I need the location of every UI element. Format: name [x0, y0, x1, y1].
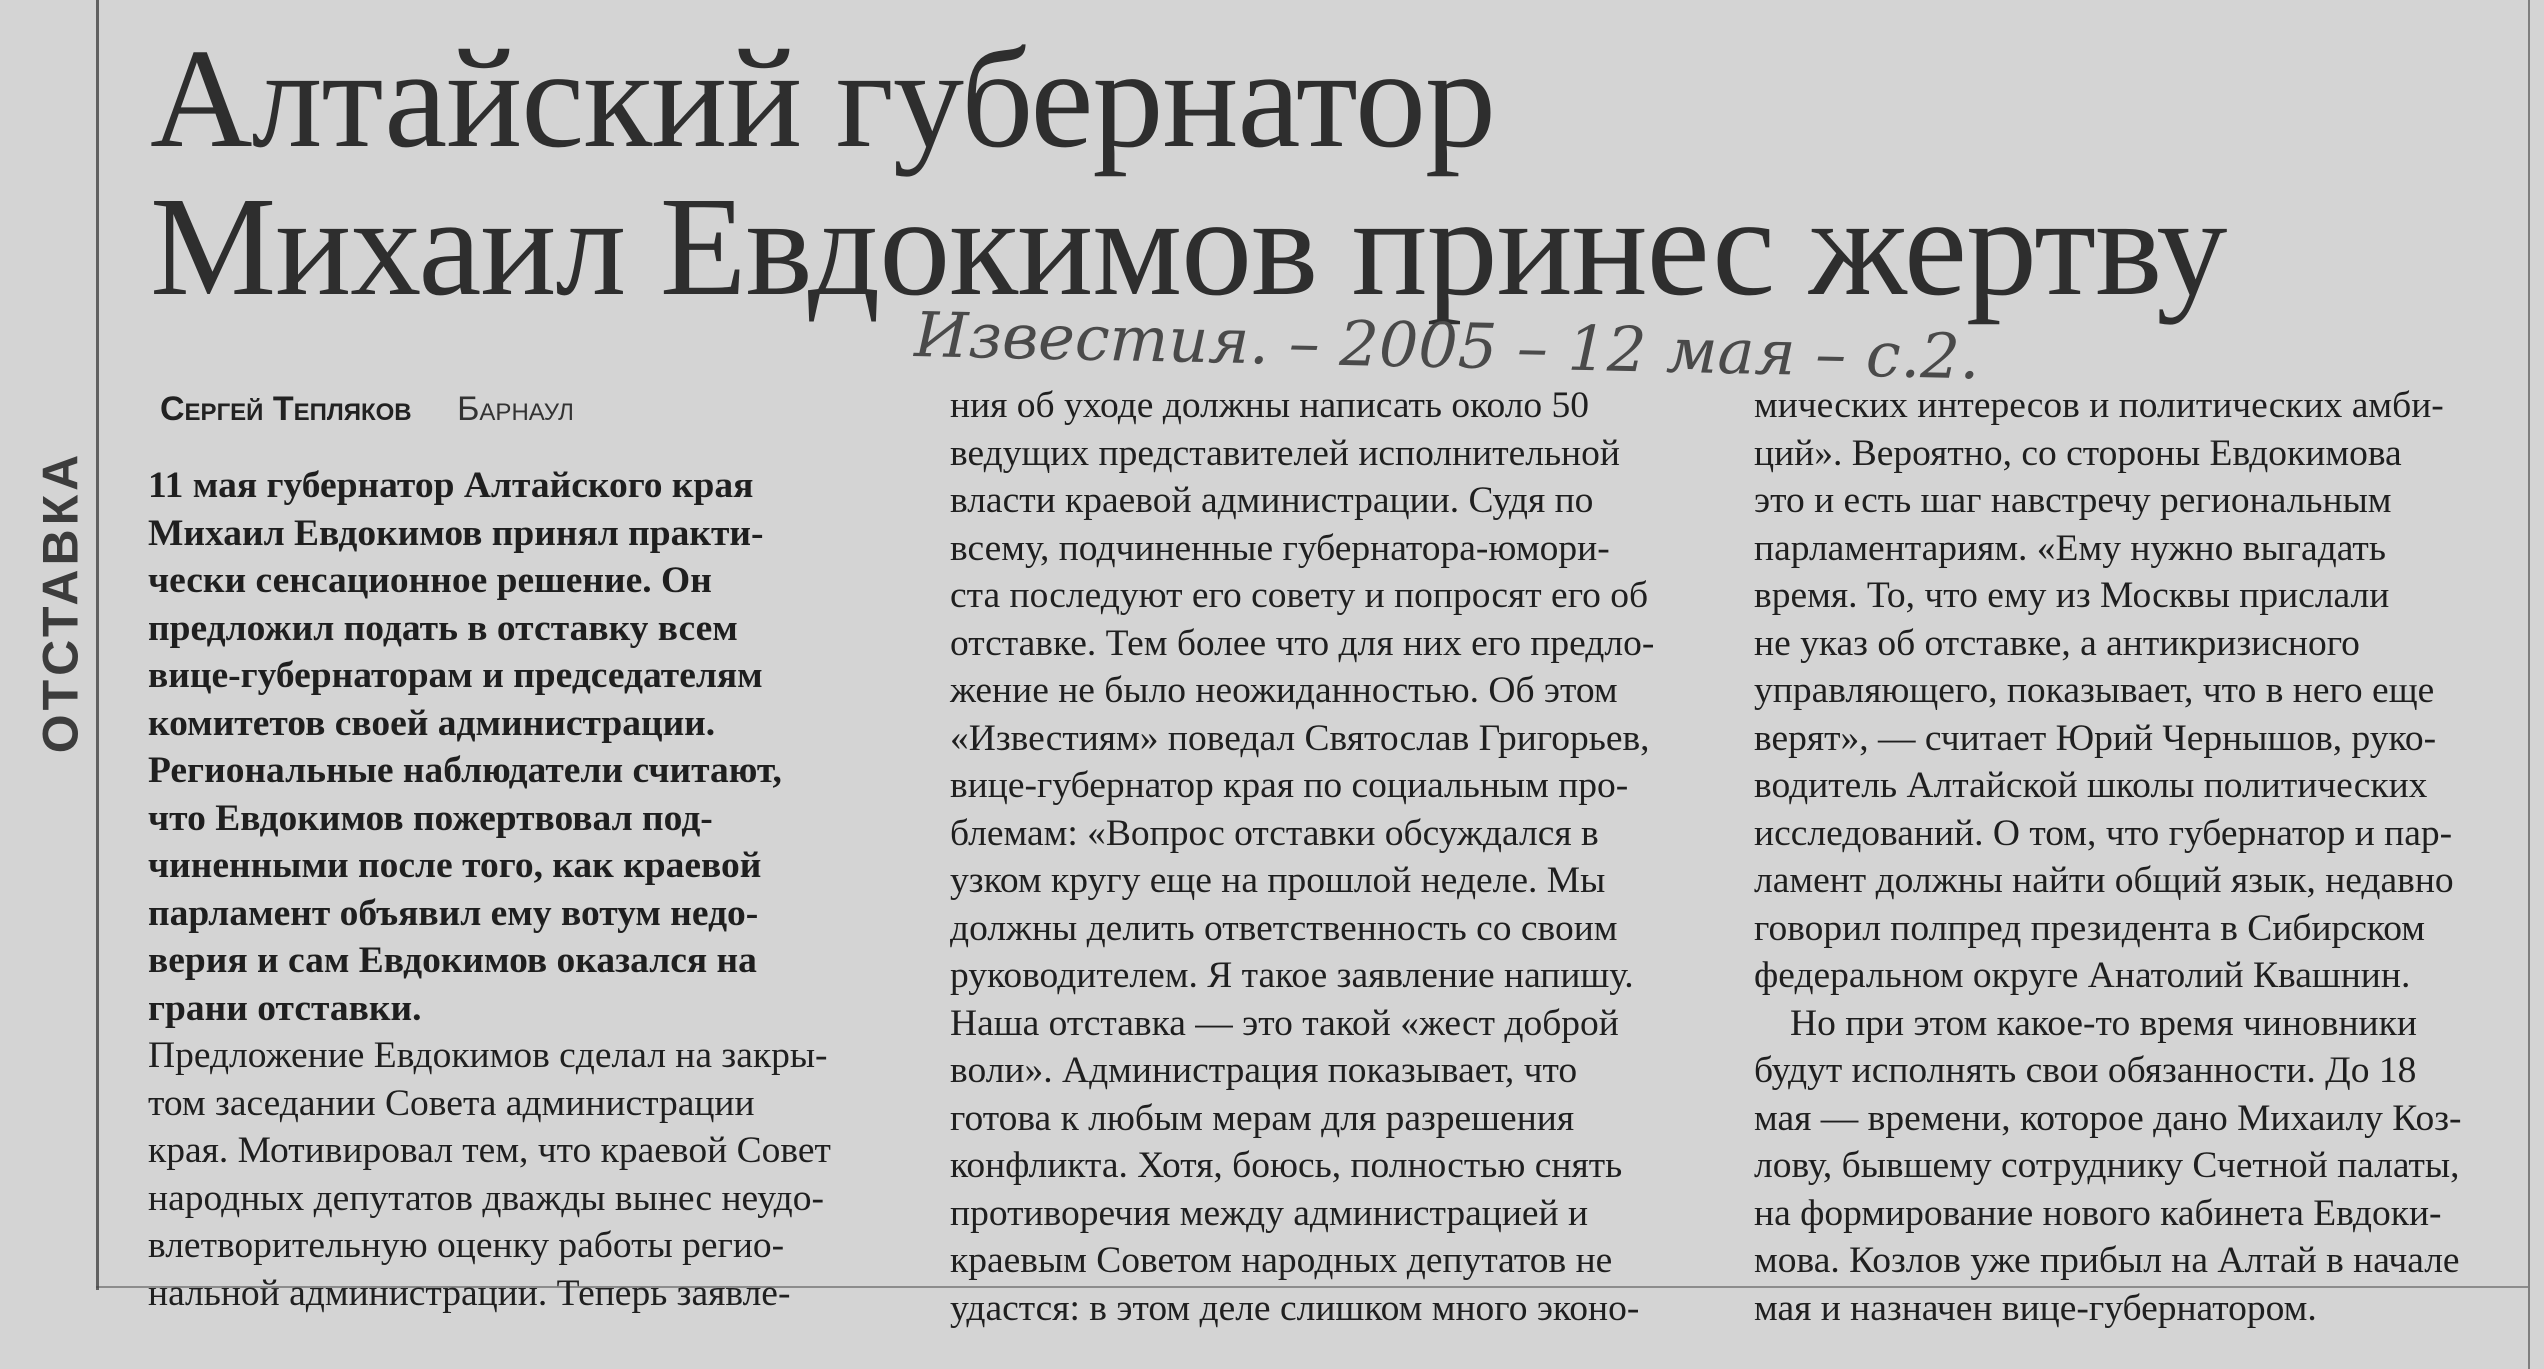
- article-paragraph: [148, 1032, 908, 1317]
- body-line: руководителем. Я такое заявление напишу.: [950, 955, 1634, 996]
- body-line: воли». Администрация показывает, что: [950, 1050, 1578, 1091]
- body-line: верят», — считает Юрий Чернышов, руко-: [1754, 717, 2437, 759]
- article-column-3: [1754, 382, 2514, 1332]
- lead-line: комитетов своей администрации.: [148, 702, 716, 744]
- article-paragraph: [1754, 1000, 2514, 1333]
- body-line: блемам: «Вопрос отставки обсуждался в: [950, 812, 1599, 854]
- body-line: краевым Советом народных депутатов не: [950, 1240, 1613, 1281]
- column-rule-left: [96, 0, 99, 1290]
- body-line: нальной администрации. Теперь заявле-: [148, 1272, 791, 1314]
- byline-author: Сергей Тепляков: [160, 390, 412, 428]
- body-line: исследований. О том, что губернатор и пар-: [1754, 812, 2453, 854]
- body-line: лову, бывшему сотруднику Счетной палаты,: [1754, 1145, 2460, 1186]
- body-line: том заседании Совета администрации: [148, 1082, 755, 1124]
- body-line: края. Мотивировал тем, что краевой Совет: [148, 1130, 831, 1171]
- body-line: парламентариям. «Ему нужно выгадать: [1754, 527, 2386, 569]
- column-rule-right: [2528, 0, 2530, 1369]
- lead-line: парламент объявил ему вотум недо-: [148, 892, 759, 934]
- body-line: влетворительную оценку работы регио-: [148, 1225, 785, 1266]
- lead-line: чиненными после того, как краевой: [148, 845, 762, 886]
- body-line: говорил полпред президента в Сибирском: [1754, 907, 2426, 949]
- body-line: готова к любым мерам для разрешения: [950, 1097, 1575, 1139]
- body-line: Но при этом какое-то время чиновники: [1790, 1002, 2417, 1044]
- byline-place: Барнаул: [457, 390, 574, 428]
- headline: [150, 19, 2450, 325]
- body-line: «Известиям» поведал Святослав Григорьев,: [950, 717, 1650, 759]
- body-line: народных депутатов дважды вынес неудо-: [148, 1177, 824, 1219]
- body-line: удастся: в этом деле слишком много эконо-: [950, 1287, 1640, 1329]
- body-line: жение не было неожиданностью. Об этом: [950, 670, 1618, 711]
- lead-line: Региональные наблюдатели считают,: [148, 750, 782, 791]
- body-line: время. То, что ему из Москвы прислали: [1754, 575, 2390, 616]
- body-line: мая — времени, которое дано Михаилу Коз-: [1754, 1097, 2462, 1139]
- body-line: мая и назначен вице-губернатором.: [1754, 1287, 2317, 1329]
- body-line: будут исполнять свои обязанности. До 18: [1754, 1050, 2417, 1091]
- section-label: [30, 452, 90, 752]
- lead-line: Михаил Евдокимов принял практи-: [148, 512, 764, 554]
- article-paragraph: [1754, 382, 2514, 1000]
- body-line: ций». Вероятно, со стороны Евдокимова: [1754, 432, 2402, 474]
- article-paragraph: [950, 382, 1710, 1332]
- lead-line: предложил подать в отставку всем: [148, 607, 738, 649]
- lead-line: грани отставки.: [148, 987, 422, 1029]
- article-column-2: [950, 382, 1710, 1332]
- section-label-text: ОТСТАВКА: [32, 450, 89, 754]
- body-line: это и есть шаг навстречу региональным: [1754, 480, 2392, 521]
- lead-line: что Евдокимов пожертвовал под-: [148, 797, 713, 839]
- body-line: мических интересов и политических амби-: [1754, 385, 2444, 426]
- body-line: мова. Козлов уже прибыл на Алтай в начале: [1754, 1240, 2460, 1281]
- lead-line: верия и сам Евдокимов оказался на: [148, 940, 757, 981]
- body-line: не указ об отставке, а антикризисного: [1754, 622, 2360, 664]
- body-line: федеральном округе Анатолий Квашнин.: [1754, 955, 2411, 996]
- body-line: на формирование нового кабинета Евдоки-: [1754, 1192, 2442, 1234]
- article-lead: [148, 462, 908, 1032]
- headline-line-1: Алтайский губернатор: [150, 19, 1496, 177]
- handwritten-source-note: Известия. – 2005 – 12 мая – с.2.: [913, 298, 1981, 394]
- body-line: вице-губернатор края по социальным про-: [950, 765, 1629, 806]
- body-line: противоречия между администрацией и: [950, 1192, 1589, 1234]
- body-line: водитель Алтайской школы политических: [1754, 765, 2428, 806]
- body-line: ведущих представителей исполнительной: [950, 432, 1620, 474]
- body-line: власти краевой администрации. Судя по: [950, 480, 1594, 521]
- body-line: управляющего, показывает, что в него еще: [1754, 670, 2435, 711]
- body-line: отставке. Тем более что для них его предло-: [950, 622, 1655, 664]
- body-line: всему, подчиненные губернатора-юмори-: [950, 527, 1610, 569]
- body-line: ламент должны найти общий язык, недавно: [1754, 860, 2454, 901]
- body-line: ния об уходе должны написать около 50: [950, 385, 1590, 426]
- body-line: конфликта. Хотя, боюсь, полностью снять: [950, 1145, 1623, 1186]
- body-line: узком кругу еще на прошлой неделе. Мы: [950, 860, 1606, 901]
- body-line: должны делить ответственность со своим: [950, 907, 1618, 949]
- body-line: Предложение Евдокимов сделал на закры-: [148, 1035, 828, 1076]
- body-line: Наша отставка — это такой «жест доброй: [950, 1002, 1619, 1044]
- lead-line: чески сенсационное решение. Он: [148, 560, 712, 601]
- article-column-1: [148, 380, 908, 1317]
- lead-line: вице-губернаторам и председателям: [148, 655, 763, 696]
- body-line: ста последуют его совету и попросят его об: [950, 575, 1649, 616]
- headline-line-2: Михаил Евдокимов принес жертву: [150, 167, 2227, 325]
- lead-line: 11 мая губернатор Алтайского края: [148, 465, 754, 506]
